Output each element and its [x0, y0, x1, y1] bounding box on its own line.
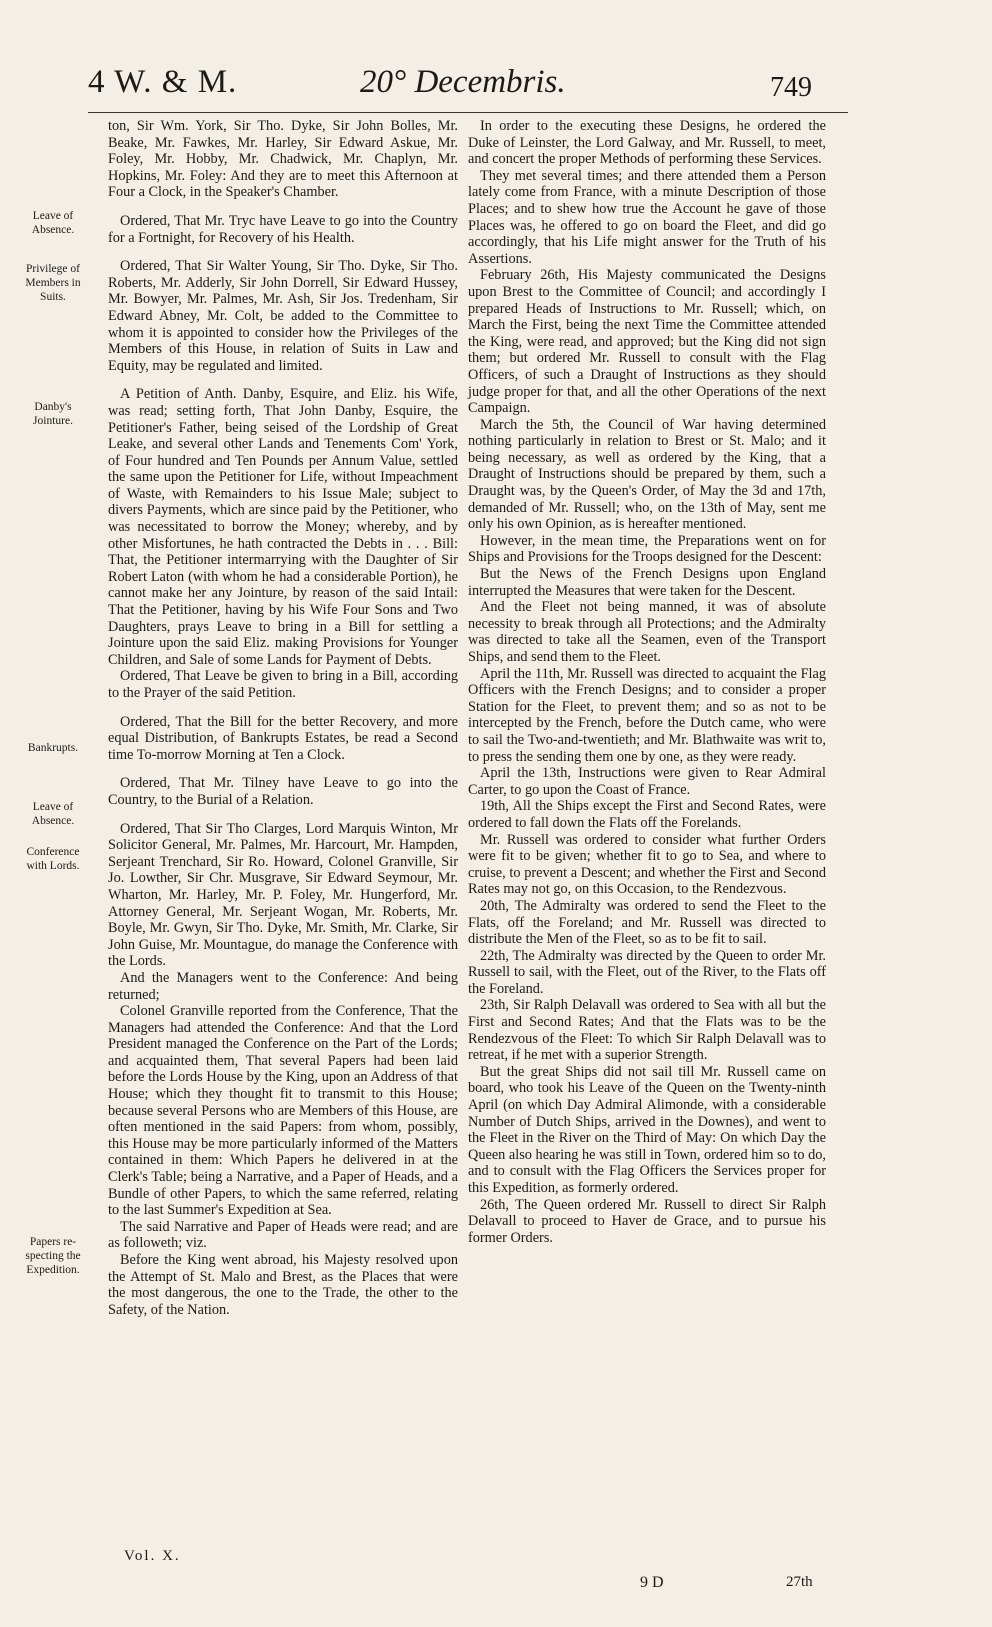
paragraph: They met several times; and there attended them a Person lately come from France, with a minute Description of those Places; and to shew how true the Account he gave of those Places was, he offered to go on board the Fleet, and did go accordingly, that his Life might answer for the Truth of his Assertions.	[468, 167, 826, 267]
paragraph: 26th, The Queen ordered Mr. Russell to direct Sir Ralph Delavall to proceed to Haver de Grace, and to pursue his former Orders.	[468, 1196, 826, 1246]
margin-note-leave-of-absence-2	[8, 800, 98, 828]
margin-note-line: Absence.	[31, 224, 75, 236]
paragraph: Ordered, That Mr. Tryc have Leave to go into the Country for a Fortnight, for Recovery of his Health.	[108, 212, 458, 246]
margin-note-line: specting the	[25, 1250, 81, 1262]
page-header	[0, 62, 992, 110]
margin-note-line: Danby's	[34, 401, 72, 413]
volume-mark: Vol. X.	[124, 1548, 181, 1564]
margin-note-line: Jointure.	[33, 415, 73, 427]
margin-note-line: Suits.	[40, 291, 66, 303]
margin-note-conference	[8, 845, 98, 873]
paragraph: Ordered, That Sir Walter Young, Sir Tho. Dyke, Sir Tho. Roberts, Mr. Adderly, Sir John Dorrell, Sir Edward Hussey, Mr. Bowyer, Mr. Palmes, Mr. Ash, Sir Jos. Tredenham, Sir Edward Abney, Mr. Colt, be added to the Committee to whom it is appointed to consider how the Privileges of the Members of this House, in relation of Suits in Law and Equity, may be regulated and limited.	[108, 258, 458, 374]
paragraph: Before the King went abroad, his Majesty resolved upon the Attempt of St. Malo and Brest, as the Places that were the most dangerous, the one to the Trade, the other to the Safety, of the Nation.	[108, 1252, 458, 1318]
paragraph: Colonel Granville reported from the Conference, That the Managers had attended the Conference: And that the Lord President managed the Conference on the Part of the Lords; and acquainted them, That several Papers had been laid before the Lords House by the King, upon an Address of that House; which they thought fit to transmit to this House; because several Persons who are Members of this House, are often mentioned in the said Papers: from whom, possibly, this House may be more particularly informed of the Matters contained in them: Which Papers he delivered in at the Clerk's Table; being a Narrative, and a Paper of Heads, and a Bundle of other Papers, to which the same referred, relating to the last Summer's Expedition at Sea.	[108, 1003, 458, 1219]
page-date: 20° Decembris.	[360, 64, 566, 100]
paragraph: Mr. Russell was ordered to consider what further Orders were fit to be given; whether fit to go to Sea, and where to cruise, to prevent a Descent; and whether the First and Second Rates may not go, on this Occasion, to the Rendezvous.	[468, 831, 826, 898]
signature-mark: 9 D	[640, 1574, 664, 1591]
paragraph: And the Managers went to the Conference: And being returned;	[108, 969, 458, 1003]
paragraph: March the 5th, the Council of War having determined nothing particularly in relation to Brest or St. Malo; and it being necessary, as well as ordered by the King, that a Draught of Instructions should be prepared by them, such a Draught was, by the Queen's Order, of May the 3d and 17th, demanded of Mr. Russell; who, on the 13th of May, sent me only his own Opinion, as is hereafter mentioned.	[468, 416, 826, 533]
page-number: 749	[770, 72, 812, 103]
paragraph: 19th, All the Ships except the First and Second Rates, were ordered to fall down the Flats off the Forelands.	[468, 798, 826, 831]
regnal-year: 4 W. & M.	[88, 64, 238, 100]
paragraph: But the News of the French Designs upon England interrupted the Measures that were taken for the Descent.	[468, 566, 826, 599]
paragraph: Ordered, That Sir Tho Clarges, Lord Marquis Winton, Mr Solicitor General, Mr. Palmes, Mr. Harcourt, Mr. Hampden, Serjeant Trenchard, Sir Ro. Howard, Colonel Granville, Sir Jo. Lowther, Sir Chr. Musgrave, Sir Edward Seymour, Mr. Wharton, Mr. Harley, Mr. P. Foley, Mr. Hungerford, Mr. Attorney General, Mr. Serjeant Wogan, Mr. Roberts, Mr. Boyle, Mr. Gwyn, Sir Tho. Dyke, Mr. Smith, Mr. Clarke, Sir John Guise, Mr. Mountague, do manage the Conference with the Lords.	[108, 820, 458, 970]
margin-note-papers	[8, 1235, 98, 1277]
margin-note-line: Expedition.	[26, 1264, 80, 1276]
paragraph: And the Fleet not being manned, it was of absolute necessity to break through all Protections; and the Admiralty was directed to take all the Seamen, even of the Transport Ships, and send them to the Fleet.	[468, 599, 826, 665]
margin-note-leave-of-absence	[8, 209, 98, 237]
header-rule	[88, 112, 848, 113]
margin-note-line: Conference	[26, 846, 80, 858]
paragraph: 23th, Sir Ralph Delavall was ordered to Sea with all but the First and Second Rates; And that the Flats was to be the Rendezvous of the Fleet: To which Sir Ralph Delavall was to retreat, if he met with a superior Strength.	[468, 997, 826, 1064]
left-column	[108, 118, 458, 1318]
paragraph: April the 11th, Mr. Russell was directed to acquaint the Flag Officers with the French Designs; and to consider a proper Station for the Fleet, to prevent them; and so as not to be intercepted by the French, before the Dutch came, who were to sail the Two-and-twentieth; and Mr. Blathwaite was writ to, to press the sending them one by one, as they were ready.	[468, 665, 826, 765]
catchword: 27th	[786, 1574, 813, 1590]
paragraph: Ordered, That Mr. Tilney have Leave to go into the Country, to the Burial of a Relation.	[108, 775, 458, 808]
margin-note-line: Leave of	[32, 210, 74, 222]
margin-note-line: Absence.	[31, 815, 75, 827]
paragraph: However, in the mean time, the Preparations went on for Ships and Provisions for the Troops designed for the Descent:	[468, 532, 826, 566]
paragraph: 22th, The Admiralty was directed by the Queen to order Mr. Russell to sail, with the Fleet, out of the River, to the Flats off the Foreland.	[468, 947, 826, 997]
margin-note-line: Privilege of	[26, 263, 80, 275]
paragraph: ton, Sir Wm. York, Sir Tho. Dyke, Sir John Bolles, Mr. Beake, Mr. Fawkes, Mr. Harley, Sir Edward Askue, Mr. Foley, Mr. Hobby, Mr. Chadwick, Mr. Chaplyn, Mr. Hopkins, Mr. Foley: And they are to meet this Afternoon at Four a Clock, in the Speaker's Chamber.	[108, 118, 458, 201]
paragraph: The said Narrative and Paper of Heads were read; and are as followeth; viz.	[108, 1218, 458, 1252]
margin-note-line: with Lords.	[26, 860, 80, 872]
margin-note-danby	[8, 400, 98, 428]
margin-note-line: Bankrupts.	[27, 742, 79, 754]
right-column	[468, 118, 826, 1246]
paragraph: Ordered, That the Bill for the better Recovery, and more equal Distribution, of Bankrupts Estates, be read a Second time To-morrow Morning at Ten a Clock.	[108, 713, 458, 763]
paragraph: A Petition of Anth. Danby, Esquire, and Eliz. his Wife, was read; setting forth, That John Danby, Esquire, the Petitioner's Father, being seised of the Lordship of Great Leake, and several other Lands and Tenements Com' York, of Four hundred and Ten Pounds per Annum Value, settled the same upon the Petitioner for Life, without Impeachment of Waste, with Remainders to his Issue Male; subject to divers Payments, which are since paid by the Petitioner, who was necessitated to borrow the Money; whereby, and by other Misfortunes, he hath contracted the Debts in . . . Bill: That, the Petitioner intermarrying with the Daughter of Sir Robert Laton (with whom he had a considerable Portion), he cannot make her any Jointure, by reason of the said Intail: That the Petitioner, having by his Wife Four Sons and Two Daughters, prays Leave to bring in a Bill for settling a Jointure upon the said Eliz. making Provisions for Younger Children, and Sale of some Lands for Payment of Debts.	[108, 386, 458, 668]
paragraph: Ordered, That Leave be given to bring in a Bill, according to the Prayer of the said Petition.	[108, 668, 458, 701]
margin-note-line: Leave of	[32, 801, 74, 813]
margin-note-line: Members in	[25, 277, 81, 289]
paragraph: 20th, The Admiralty was ordered to send the Fleet to the Flats, off the Foreland; and Mr. Russell was directed to distribute the Men of the Fleet, so as to be fit to sail.	[468, 897, 826, 948]
paragraph: April the 13th, Instructions were given to Rear Admiral Carter, to go upon the Coast of France.	[468, 765, 826, 798]
paragraph: In order to the executing these Designs, he ordered the Duke of Leinster, the Lord Galway, and Mr. Russell, to meet, and concert the proper Methods of performing these Services.	[468, 118, 826, 168]
margin-note-bankrupts	[8, 741, 98, 755]
margin-note-line: Papers re-	[29, 1236, 77, 1248]
paragraph: But the great Ships did not sail till Mr. Russell came on board, who took his Leave of the Queen on the Twenty-ninth April (on which Day Admiral Alimonde, with a considerable Number of Dutch Ships, arrived in the Downes), and went to the Fleet in the River on the Third of May: On which Day the Queen also hearing he was still in Town, ordered him so to do, and to consult with the Flag Officers the Services proper for this Expedition, as formerly ordered.	[468, 1063, 826, 1196]
margin-note-privilege	[8, 262, 98, 304]
paragraph: February 26th, His Majesty communicated the Designs upon Brest to the Committee of Council; and accordingly I prepared Heads of Instructions to Mr. Russell; which, on March the First, being the next Time the Committee attended the King, were read, and approved; but the King did not sign them; but ordered Mr. Russell to consult with the Flag Officers, of such a Draught of Instructions as they should judge proper for that, and all the other Operations of the next Campaign.	[468, 267, 826, 417]
